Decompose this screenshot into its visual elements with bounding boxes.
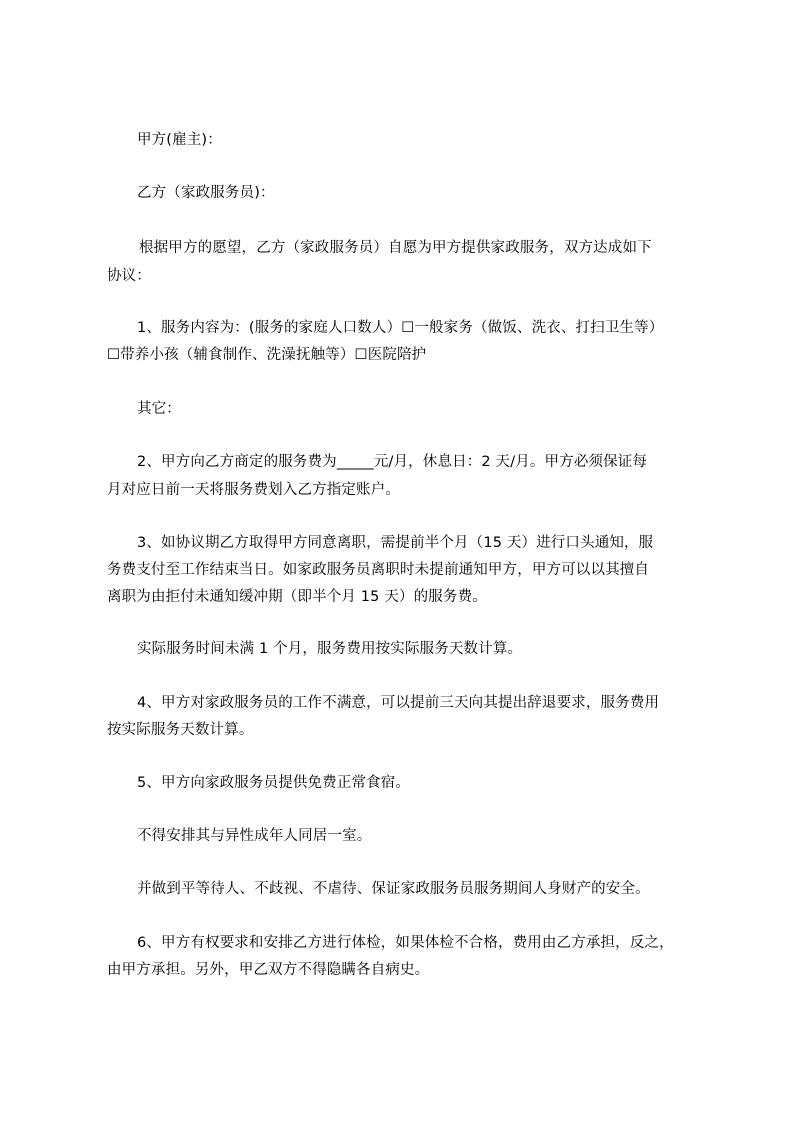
clause-3-line-1: 3、如协议期乙方取得甲方同意离职，需提前半个月（15 天）进行口头通知，服 xyxy=(137,535,654,551)
intro-line-2: 协议： xyxy=(107,268,151,284)
party-a-label: 甲方(雇主)： xyxy=(137,132,222,148)
clause-6-line-2: 由甲方承担。另外，甲乙双方不得隐瞒各自病史。 xyxy=(107,962,430,978)
party-b-label: 乙方（家政服务员)： xyxy=(137,185,275,201)
clause-4-line-1: 4、甲方对家政服务员的工作不满意，可以提前三天向其提出辞退要求，服务费用 xyxy=(137,695,660,711)
clause-1-line-1: 1、服务内容为：(服务的家庭人口数人）☐一般家务（做饭、洗衣、打扫卫生等） xyxy=(137,320,664,336)
clause-3-note: 实际服务时间未满 1 个月，服务费用按实际服务天数计算。 xyxy=(137,641,523,657)
clause-1-line-2: ☐带养小孩（辅食制作、洗澡抚触等）☐医院陪护 xyxy=(107,347,427,363)
clause-5-note-1: 不得安排其与异性成年人同居一室。 xyxy=(137,828,372,844)
clause-2-line-1: 2、甲方向乙方商定的服务费为_____元/月，休息日：2 天/月。甲方必须保证每 xyxy=(137,454,648,470)
clause-2-line-2: 月对应日前一天将服务费划入乙方指定账户。 xyxy=(107,482,400,498)
clause-4-line-2: 按实际服务天数计算。 xyxy=(107,722,254,738)
other-label: 其它： xyxy=(137,401,181,417)
clause-3-line-3: 离职为由拒付未通知缓冲期（即半个月 15 天）的服务费。 xyxy=(107,589,487,605)
clause-5-note-2: 并做到平等待人、不歧视、不虐待、保证家政服务员服务期间人身财产的安全。 xyxy=(137,881,650,897)
intro-line-1: 根据甲方的愿望，乙方（家政服务员）自愿为甲方提供家政服务，双方达成如下 xyxy=(139,240,652,256)
clause-5: 5、甲方向家政服务员提供免费正常食宿。 xyxy=(137,775,411,791)
clause-3-line-2: 务费支付至工作结束当日。如家政服务员离职时未提前通知甲方，甲方可以以其擅自 xyxy=(107,562,650,578)
clause-6-line-1: 6、甲方有权要求和安排乙方进行体检，如果体检不合格，费用由乙方承担，反之， xyxy=(137,935,674,951)
